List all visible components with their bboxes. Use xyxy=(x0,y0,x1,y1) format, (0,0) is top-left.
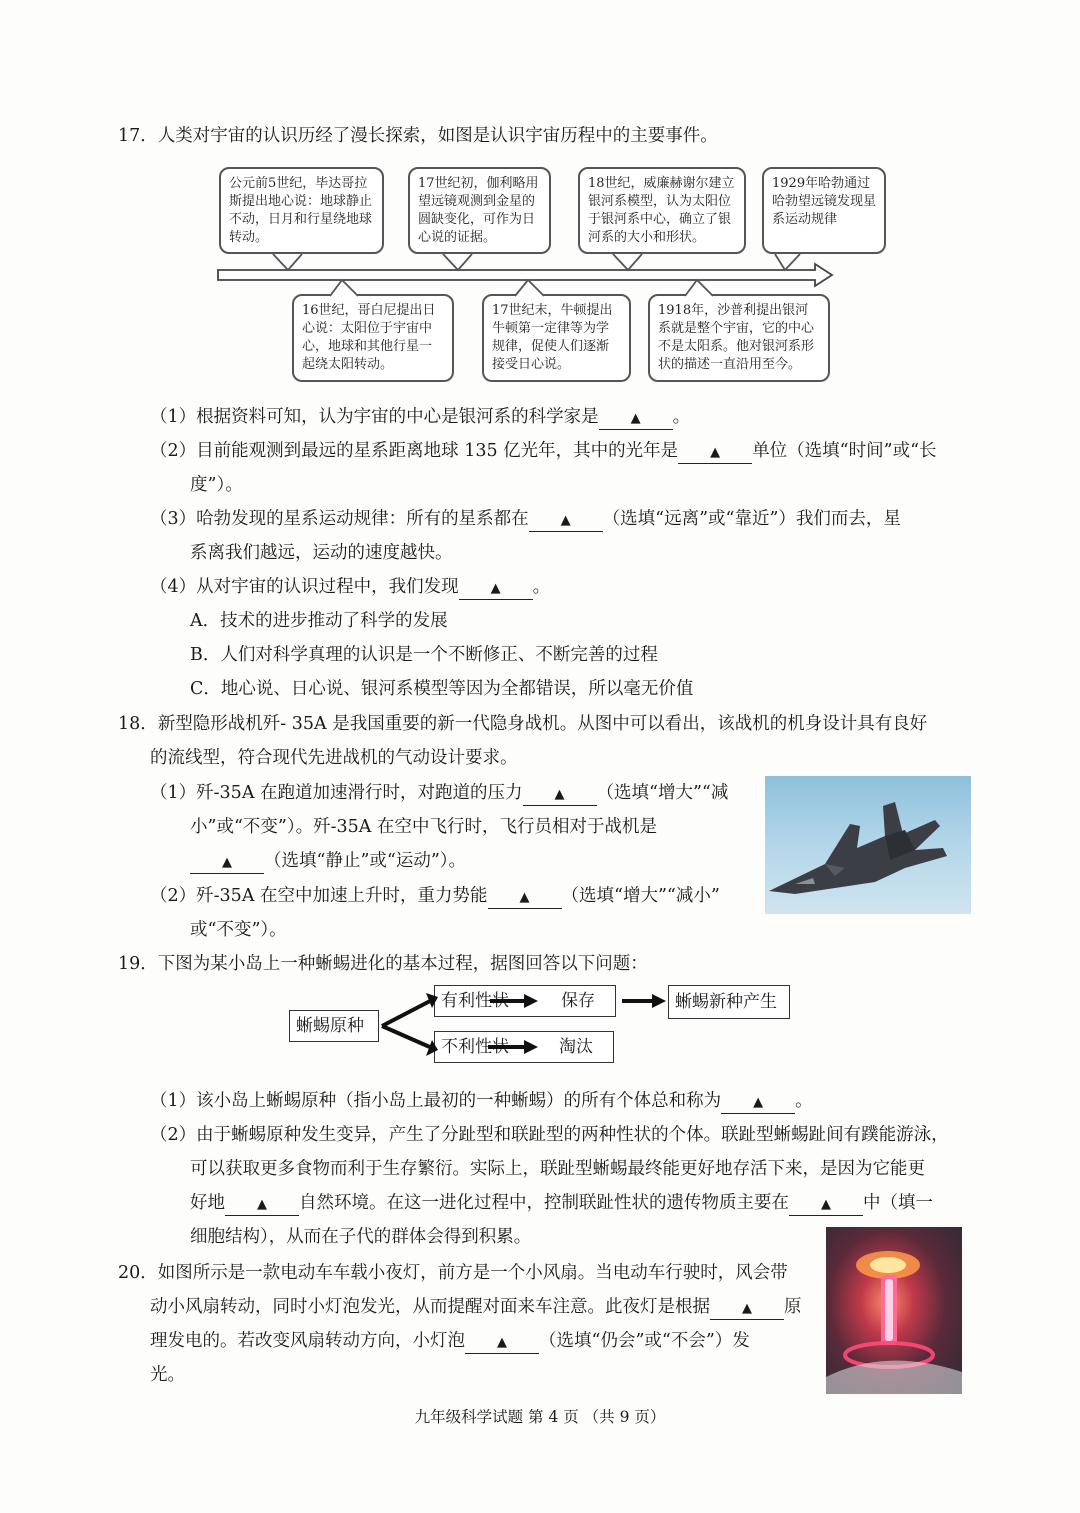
answer-blank[interactable]: ▲ xyxy=(678,441,752,464)
q20-line2: 动小风扇转动，同时小灯泡发光，从而提醒对面来车注意。此夜灯是根据 ▲ 原 xyxy=(150,1295,802,1320)
q18-part1-cont: 小”或“不变”）。歼-35A 在空中飞行时，飞行员相对于战机是 xyxy=(190,817,657,837)
timeline-event-newton: 17世纪末，牛顿提出牛顿第一定律等为学规律，促使人们逐渐接受日心说。 xyxy=(482,294,631,382)
unfavorable-trait-box: 不利性状 淘汰 xyxy=(434,1031,614,1063)
q17-option-a: A．技术的进步推动了科学的发展 xyxy=(190,611,448,631)
fighter-jet-image xyxy=(765,776,971,914)
answer-blank[interactable]: ▲ xyxy=(529,509,603,532)
answer-blank[interactable]: ▲ xyxy=(488,886,562,909)
evolution-arrows xyxy=(378,980,678,1070)
q18-part1-cont2: ▲ （选填“静止”或“运动”）。 xyxy=(190,849,466,874)
timeline-event-hubble: 1929年哈勃通过哈勃望远镜发现星系运动规律 xyxy=(762,167,886,254)
answer-blank[interactable]: ▲ xyxy=(225,1193,299,1216)
timeline-event-copernicus: 16世纪，哥白尼提出日心说：太阳位于宇宙中心，地球和其他行星一起绕太阳转动。 xyxy=(292,294,454,382)
q19-part2: （2）由于蜥蜴原种发生变异，产生了分趾型和联趾型的两种性状的个体。联趾型蜥蜴趾间有蹼能游泳， xyxy=(150,1125,949,1145)
answer-blank[interactable]: ▲ xyxy=(721,1091,795,1114)
night-light-image xyxy=(826,1227,962,1394)
answer-blank[interactable]: ▲ xyxy=(190,851,264,874)
q17-part2: （2）目前能观测到最远的星系距离地球 135 亿光年，其中的光年是 ▲ 单位（选填“时间”或“长 xyxy=(150,439,937,464)
favorable-trait-box: 有利性状 保存 xyxy=(434,985,616,1017)
q17-option-c: C．地心说、日心说、银河系模型等因为全都错误，所以毫无价值 xyxy=(190,679,694,699)
q20-line3: 理发电的。若改变风扇转动方向，小灯泡 ▲ （选填“仍会”或“不会”）发 xyxy=(150,1329,750,1354)
q20-line4: 光。 xyxy=(150,1365,185,1385)
q18-stem-line1: 18．新型隐形战机歼- 35A 是我国重要的新一代隐身战机。从图中可以看出，该战机的机身设计具有良好 xyxy=(118,714,928,734)
timeline-event-pythagoras: 公元前5世纪，毕达哥拉斯提出地心说：地球静止不动，日月和行星绕地球转动。 xyxy=(219,167,384,254)
answer-blank[interactable]: ▲ xyxy=(710,1297,784,1320)
q17-part1: （1）根据资料可知，认为宇宙的中心是银河系的科学家是 ▲ 。 xyxy=(150,405,690,430)
timeline-arrow xyxy=(210,250,840,300)
q19-part1: （1）该小岛上蜥蜴原种（指小岛上最初的一种蜥蜴）的所有个体总和称为 ▲ 。 xyxy=(150,1089,813,1114)
q18-part2: （2）歼-35A 在空中加速上升时，重力势能 ▲ （选填“增大”“减小” xyxy=(150,884,720,909)
q19-part2-cont2: 好地 ▲ 自然环境。在这一进化过程中，控制联趾性状的遗传物质主要在 ▲ 中（填一 xyxy=(190,1191,933,1216)
q18-part2-cont: 或“不变”）。 xyxy=(190,920,287,940)
q17-part2-cont: 度”）。 xyxy=(190,475,243,495)
answer-blank[interactable]: ▲ xyxy=(459,577,533,600)
origin-species-box: 蜥蜴原种 xyxy=(289,1010,379,1042)
timeline-event-shapley: 1918年，沙普利提出银河系就是整个宇宙，它的中心不是太阳系。他对银河系形状的描述一直沿用至今。 xyxy=(648,294,830,382)
answer-blank[interactable]: ▲ xyxy=(465,1331,539,1354)
answer-blank[interactable]: ▲ xyxy=(599,407,673,430)
timeline-event-herschel: 18世纪，威廉赫谢尔建立银河系模型，认为太阳位于银河系中心，确立了银河系的大小和形状。 xyxy=(578,167,746,254)
q20-line1: 20．如图所示是一款电动车车载小夜灯，前方是一个小风扇。当电动车行驶时，风会带 xyxy=(118,1263,788,1283)
q18-part1: （1）歼-35A 在跑道加速滑行时，对跑道的压力 ▲ （选填“增大”“减 xyxy=(150,781,728,806)
q17-stem: 17．人类对宇宙的认识历经了漫长探索，如图是认识宇宙历程中的主要事件。 xyxy=(118,126,718,146)
q19-part2-cont: 可以获取更多食物而利于生存繁衍。实际上，联趾型蜥蜴最终能更好地存活下来，是因为它能更 xyxy=(190,1159,925,1179)
q17-part3-cont: 系离我们越远，运动的速度越快。 xyxy=(190,543,453,563)
q17-option-b: B．人们对科学真理的认识是一个不断修正、不断完善的过程 xyxy=(190,645,658,665)
q19-stem: 19．下图为某小岛上一种蜥蜴进化的基本过程，据图回答以下问题： xyxy=(118,954,648,974)
q17-part3: （3）哈勃发现的星系运动规律：所有的星系都在 ▲ （选填“远离”或“靠近”）我们而去，星 xyxy=(150,507,901,532)
answer-blank[interactable]: ▲ xyxy=(789,1193,863,1216)
q18-stem-line2: 的流线型，符合现代先进战机的气动设计要求。 xyxy=(150,748,518,768)
q19-part2-cont3: 细胞结构），从而在子代的群体会得到积累。 xyxy=(190,1227,532,1247)
page-footer: 九年级科学试题 第 4 页 （共 9 页） xyxy=(414,1408,666,1426)
q17-part4: （4）从对宇宙的认识过程中，我们发现 ▲ 。 xyxy=(150,575,550,600)
timeline-event-galileo: 17世纪初，伽利略用望远镜观测到金星的圆缺变化，可作为日心说的证据。 xyxy=(408,167,551,254)
new-species-box: 蜥蜴新种产生 xyxy=(668,985,790,1019)
answer-blank[interactable]: ▲ xyxy=(523,783,597,806)
